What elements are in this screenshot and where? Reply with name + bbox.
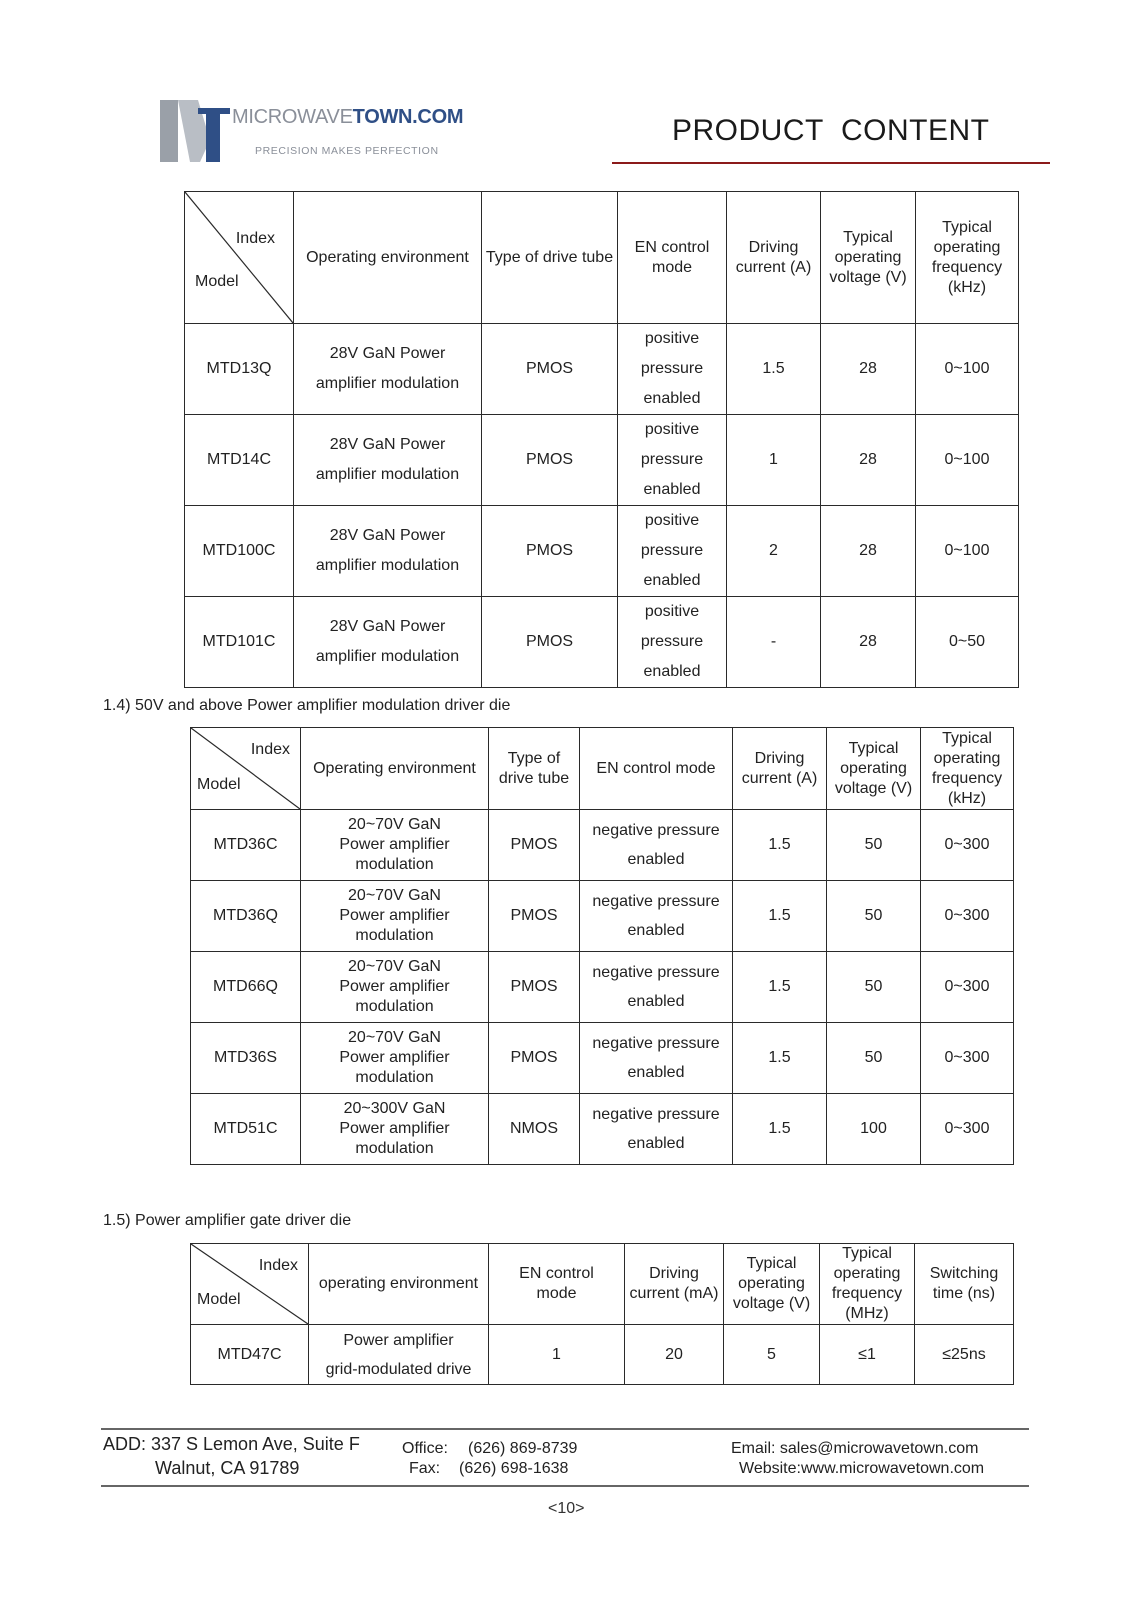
table-gate-driver xyxy=(190,1243,1014,1385)
frequency-cell: 0~300 xyxy=(921,952,1014,1023)
table-corner-cell xyxy=(191,1244,309,1325)
corner-model-label: Model xyxy=(195,272,239,290)
corner-index-label: Index xyxy=(250,741,290,758)
model-cell: MTD36C xyxy=(191,810,301,881)
footer-office-label: Office: xyxy=(402,1440,448,1457)
logo-tagline: PRECISION MAKES PERFECTION xyxy=(255,145,439,157)
current-cell: 2 xyxy=(727,506,821,597)
voltage-cell: 50 xyxy=(827,881,921,952)
frequency-cell: 0~100 xyxy=(916,415,1019,506)
table-row xyxy=(191,1094,1014,1165)
page-number: <10> xyxy=(548,1500,585,1517)
tube-cell: PMOS xyxy=(489,1023,580,1094)
table-row xyxy=(191,810,1014,881)
table-row xyxy=(191,1023,1014,1094)
model-cell: MTD100C xyxy=(185,506,294,597)
tube-cell: PMOS xyxy=(489,810,580,881)
tube-cell: NMOS xyxy=(489,1094,580,1165)
footer-address-line1: ADD: 337 S Lemon Ave, Suite F xyxy=(103,1434,360,1454)
environment-cell: Power amplifier grid-modulated drive xyxy=(309,1325,489,1385)
column-header: operating environment xyxy=(309,1244,489,1325)
corner-model-label: Model xyxy=(197,776,241,793)
tube-cell: PMOS xyxy=(482,597,618,688)
table-row xyxy=(191,1325,1014,1385)
voltage-cell: 28 xyxy=(821,506,916,597)
model-cell: MTD101C xyxy=(185,597,294,688)
environment-cell: 28V GaN Power amplifier modulation xyxy=(294,597,482,688)
en-mode-cell: negative pressure enabled xyxy=(580,952,733,1023)
en-mode-cell: negative pressure enabled xyxy=(580,810,733,881)
voltage-cell: 100 xyxy=(827,1094,921,1165)
footer-email: Email: sales@microwavetown.com xyxy=(731,1440,979,1457)
model-cell: MTD36Q xyxy=(191,881,301,952)
column-header: Typical operating frequency (kHz) xyxy=(916,192,1019,324)
frequency-cell: 0~100 xyxy=(916,324,1019,415)
model-cell: MTD36S xyxy=(191,1023,301,1094)
environment-cell: 20~300V GaN Power amplifier modulation xyxy=(301,1094,489,1165)
section-title-1-5: 1.5) Power amplifier gate driver die xyxy=(103,1212,352,1229)
column-header: Typical operating voltage (V) xyxy=(821,192,916,324)
footer-fax-phone: (626) 698-1638 xyxy=(459,1460,569,1477)
current-cell: 1.5 xyxy=(727,324,821,415)
model-cell: MTD66Q xyxy=(191,952,301,1023)
column-header: EN control mode xyxy=(489,1244,625,1325)
voltage-cell: 28 xyxy=(821,324,916,415)
title-divider xyxy=(612,162,1050,164)
tube-cell: PMOS xyxy=(482,415,618,506)
column-header: Typical operating frequency (MHz) xyxy=(820,1244,915,1325)
column-header: Operating environment xyxy=(294,192,482,324)
environment-cell: 20~70V GaN Power amplifier modulation xyxy=(301,881,489,952)
current-cell: 20 xyxy=(625,1325,724,1385)
voltage-cell: 50 xyxy=(827,952,921,1023)
corner-model-label: Model xyxy=(197,1291,241,1308)
footer-top-divider xyxy=(101,1428,1029,1430)
table-row xyxy=(191,952,1014,1023)
table-row xyxy=(185,415,1019,506)
voltage-cell: 50 xyxy=(827,810,921,881)
environment-cell: 20~70V GaN Power amplifier modulation xyxy=(301,810,489,881)
frequency-cell: 0~100 xyxy=(916,506,1019,597)
column-header: Typical operating frequency (kHz) xyxy=(921,728,1014,810)
environment-cell: 28V GaN Power amplifier modulation xyxy=(294,415,482,506)
current-cell: 1.5 xyxy=(733,881,827,952)
tube-cell: PMOS xyxy=(482,324,618,415)
footer-fax-label: Fax: xyxy=(409,1460,441,1477)
table-corner-cell xyxy=(191,728,301,810)
table-row xyxy=(185,506,1019,597)
current-cell: 1.5 xyxy=(733,1094,827,1165)
en-mode-cell: positive pressure enabled xyxy=(618,415,727,506)
column-header: EN control mode xyxy=(618,192,727,324)
switching-time-cell: ≤25ns xyxy=(915,1325,1014,1385)
table-row xyxy=(185,597,1019,688)
column-header: Operating environment xyxy=(301,728,489,810)
current-cell: 1.5 xyxy=(733,952,827,1023)
tube-cell: PMOS xyxy=(482,506,618,597)
corner-index-label: Index xyxy=(235,229,275,247)
table-row xyxy=(191,881,1014,952)
tube-cell: PMOS xyxy=(489,952,580,1023)
model-cell: MTD13Q xyxy=(185,324,294,415)
column-header: Typical operating voltage (V) xyxy=(827,728,921,810)
environment-cell: 28V GaN Power amplifier modulation xyxy=(294,506,482,597)
section-title-1-4: 1.4) 50V and above Power amplifier modulation driver die xyxy=(103,697,511,714)
frequency-cell: 0~300 xyxy=(921,881,1014,952)
voltage-cell: 50 xyxy=(827,1023,921,1094)
current-cell: 1.5 xyxy=(733,1023,827,1094)
frequency-cell: 0~300 xyxy=(921,1094,1014,1165)
frequency-cell: 0~300 xyxy=(921,810,1014,881)
column-header: EN control mode xyxy=(580,728,733,810)
en-mode-cell: 1 xyxy=(489,1325,625,1385)
footer-website: Website:www.microwavetown.com xyxy=(739,1460,985,1477)
current-cell: 1.5 xyxy=(733,810,827,881)
voltage-cell: 28 xyxy=(821,415,916,506)
voltage-cell: 28 xyxy=(821,597,916,688)
voltage-cell: 5 xyxy=(724,1325,820,1385)
table-row xyxy=(185,324,1019,415)
logo-wordmark: MICROWAVETOWN.COM xyxy=(232,106,464,128)
table-corner-cell xyxy=(185,192,294,324)
en-mode-cell: negative pressure enabled xyxy=(580,1094,733,1165)
footer-bottom-divider xyxy=(101,1485,1029,1487)
column-header: Type of drive tube xyxy=(482,192,618,324)
frequency-cell: 0~50 xyxy=(916,597,1019,688)
column-header: Driving current (A) xyxy=(727,192,821,324)
environment-cell: 20~70V GaN Power amplifier modulation xyxy=(301,1023,489,1094)
column-header: Typical operating voltage (V) xyxy=(724,1244,820,1325)
en-mode-cell: negative pressure enabled xyxy=(580,1023,733,1094)
frequency-cell: 0~300 xyxy=(921,1023,1014,1094)
table-50v-drivers xyxy=(190,727,1014,1165)
current-cell: 1 xyxy=(727,415,821,506)
model-cell: MTD47C xyxy=(191,1325,309,1385)
table-28v-drivers xyxy=(184,191,1019,688)
frequency-cell: ≤1 xyxy=(820,1325,915,1385)
column-header: Switching time (ns) xyxy=(915,1244,1014,1325)
model-cell: MTD14C xyxy=(185,415,294,506)
current-cell: - xyxy=(727,597,821,688)
footer-office-phone: (626) 869-8739 xyxy=(468,1440,578,1457)
en-mode-cell: positive pressure enabled xyxy=(618,324,727,415)
column-header: Driving current (mA) xyxy=(625,1244,724,1325)
tube-cell: PMOS xyxy=(489,881,580,952)
footer-address-line2: Walnut, CA 91789 xyxy=(155,1458,300,1478)
model-cell: MTD51C xyxy=(191,1094,301,1165)
en-mode-cell: positive pressure enabled xyxy=(618,597,727,688)
column-header: Type of drive tube xyxy=(489,728,580,810)
page-title: PRODUCT CONTENT xyxy=(672,114,990,147)
corner-index-label: Index xyxy=(258,1257,298,1274)
environment-cell: 20~70V GaN Power amplifier modulation xyxy=(301,952,489,1023)
environment-cell: 28V GaN Power amplifier modulation xyxy=(294,324,482,415)
column-header: Driving current (A) xyxy=(733,728,827,810)
en-mode-cell: negative pressure enabled xyxy=(580,881,733,952)
en-mode-cell: positive pressure enabled xyxy=(618,506,727,597)
